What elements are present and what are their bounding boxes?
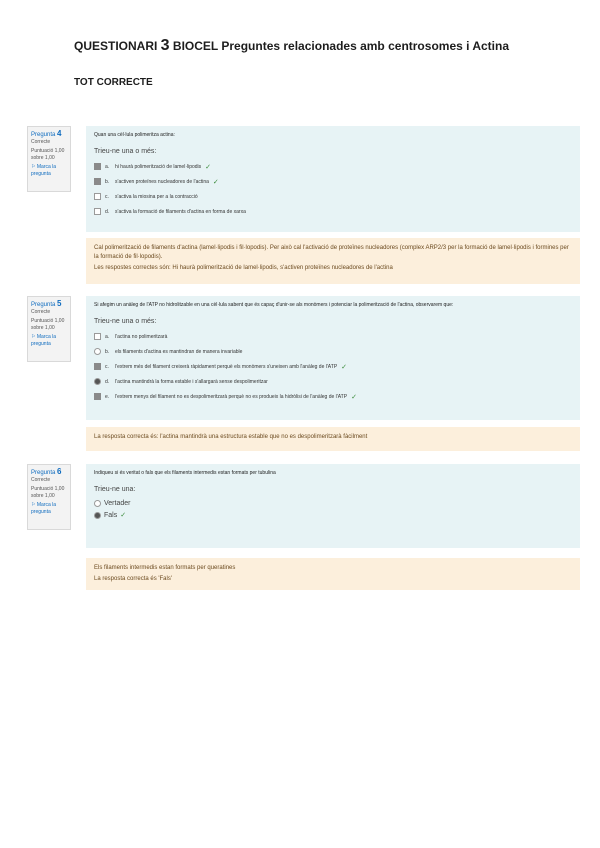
flag-icon: ⚐	[31, 502, 36, 508]
answer-option-c[interactable]: c. s'activa la miosina per a la contracció	[94, 189, 572, 204]
answer-prompt: Trieu-ne una:	[94, 486, 136, 493]
answer-option-b[interactable]: b. s'activen proteïnes nucleadores de l'actina ✓	[94, 174, 572, 189]
question-4-feedback	[86, 238, 580, 284]
question-score: Puntuació 1,00 sobre 1,00	[31, 148, 65, 161]
checkbox[interactable]	[94, 363, 101, 370]
checkbox[interactable]	[94, 393, 101, 400]
answer-option-b[interactable]: b. els filaments d'actina es mantindran de manera invariable	[94, 344, 572, 359]
question-state: Correcte	[31, 139, 51, 145]
checkbox[interactable]	[94, 163, 101, 170]
flag-icon: ⚐	[31, 164, 36, 170]
answer-option-true[interactable]: Vertader	[94, 497, 572, 509]
checkbox[interactable]	[94, 193, 101, 200]
radio-button[interactable]	[94, 378, 101, 385]
flag-icon: ⚐	[31, 334, 36, 340]
right-answer: Les respostes correctes són: Hi haurà polimerització de lamel·lipodis, s'activen proteïnes nucleadores de l'actina	[94, 265, 393, 271]
question-5-content	[86, 296, 580, 420]
question-text: Quan una cèl·lula polimeritza actina:	[94, 132, 175, 138]
question-6-info	[27, 464, 71, 530]
check-icon: ✓	[120, 512, 127, 519]
answer-option-d[interactable]: d. s'activa la formació de filaments d'actina en forma de xarxa	[94, 204, 572, 219]
right-answer: La resposta correcta és 'Fals'	[94, 576, 172, 582]
question-4-info	[27, 126, 71, 192]
radio-button[interactable]	[94, 512, 101, 519]
question-number-label: Pregunta 4	[31, 129, 62, 138]
answer-prompt: Trieu-ne una o més:	[94, 148, 157, 155]
question-5-info	[27, 296, 71, 362]
checkbox[interactable]	[94, 333, 101, 340]
question-score: Puntuació 1,00 sobre 1,00	[31, 318, 65, 331]
question-6-feedback	[86, 558, 580, 590]
check-icon: ✓	[341, 363, 348, 371]
question-number-label: Pregunta 5	[31, 299, 62, 308]
question-6-content	[86, 464, 580, 548]
answer-option-a[interactable]: a. l'actina no polimeritzarà	[94, 329, 572, 344]
check-icon: ✓	[212, 178, 219, 186]
question-state: Correcte	[31, 477, 51, 483]
question-score: Puntuació 1,00 sobre 1,00	[31, 486, 65, 499]
question-state: Correcte	[31, 309, 51, 315]
title-part-2: BIOCEL Preguntes relacionades amb centrosomes i Actina	[169, 39, 510, 53]
check-icon: ✓	[351, 393, 357, 401]
flag-question-link[interactable]: ⚐ Marca la pregunta	[31, 334, 57, 347]
general-feedback: Cal polimerització de filaments d'actina (lamel·lipodis i fil·lopodis). Per això cal l'activació de proteïnes nucleadores (complex ARP2/3 per la formació de lamel·lipodis i formines per la formació de fil·lopodis).	[94, 245, 569, 260]
document-title	[74, 36, 534, 56]
document-subtitle: TOT CORRECTE	[74, 77, 153, 88]
checkbox[interactable]	[94, 178, 101, 185]
checkbox[interactable]	[94, 208, 101, 215]
title-number: 3	[160, 37, 170, 54]
answer-option-d[interactable]: d. l'actina mantindrà la forma estable i s'allargarà sense despolimeritzar	[94, 374, 572, 389]
answer-option-e[interactable]: e. l'extrem menys del filament no es despolimeritzarà perquè no es produeix la hidròlisi de l'anàleg de l'ATP ✓	[94, 389, 572, 404]
question-text: Si afegim un anàleg de l'ATP no hidrolitzable en una cèl·lula sabent que és capaç d'unir-se als monòmers i potenciar la polimerització de l'actina, observarem que:	[94, 302, 454, 308]
title-part-1: QUESTIONARI	[74, 39, 161, 53]
answer-option-c[interactable]: c. l'extrem més del filament creixerà ràpidament perquè els monòmers s'uneixen amb l'anàleg de l'ATP ✓	[94, 359, 572, 374]
radio-button[interactable]	[94, 500, 101, 507]
question-4-content	[86, 126, 580, 232]
flag-question-link[interactable]: ⚐ Marca la pregunta	[31, 164, 57, 177]
right-answer: La resposta correcta és: l'actina mantindrà una estructura estable que no es despolimeritzarà fàcilment	[94, 434, 368, 440]
flag-question-link[interactable]: ⚐ Marca la pregunta	[31, 502, 57, 515]
general-feedback: Els filaments intermedis estan formats per queratines	[94, 565, 236, 571]
answer-prompt: Trieu-ne una o més:	[94, 318, 157, 325]
check-icon: ✓	[205, 163, 212, 171]
question-text: Indiqueu si és veritat o fals que els filaments intermedis estan formats per tubulina	[94, 470, 276, 476]
question-5-feedback	[86, 427, 580, 451]
answer-option-a[interactable]: a. hi haurà polimerització de lamel·lipodis ✓	[94, 159, 572, 174]
answer-option-false[interactable]: Fals ✓	[94, 509, 572, 521]
question-number-label: Pregunta 6	[31, 467, 62, 476]
radio-button[interactable]	[94, 348, 101, 355]
